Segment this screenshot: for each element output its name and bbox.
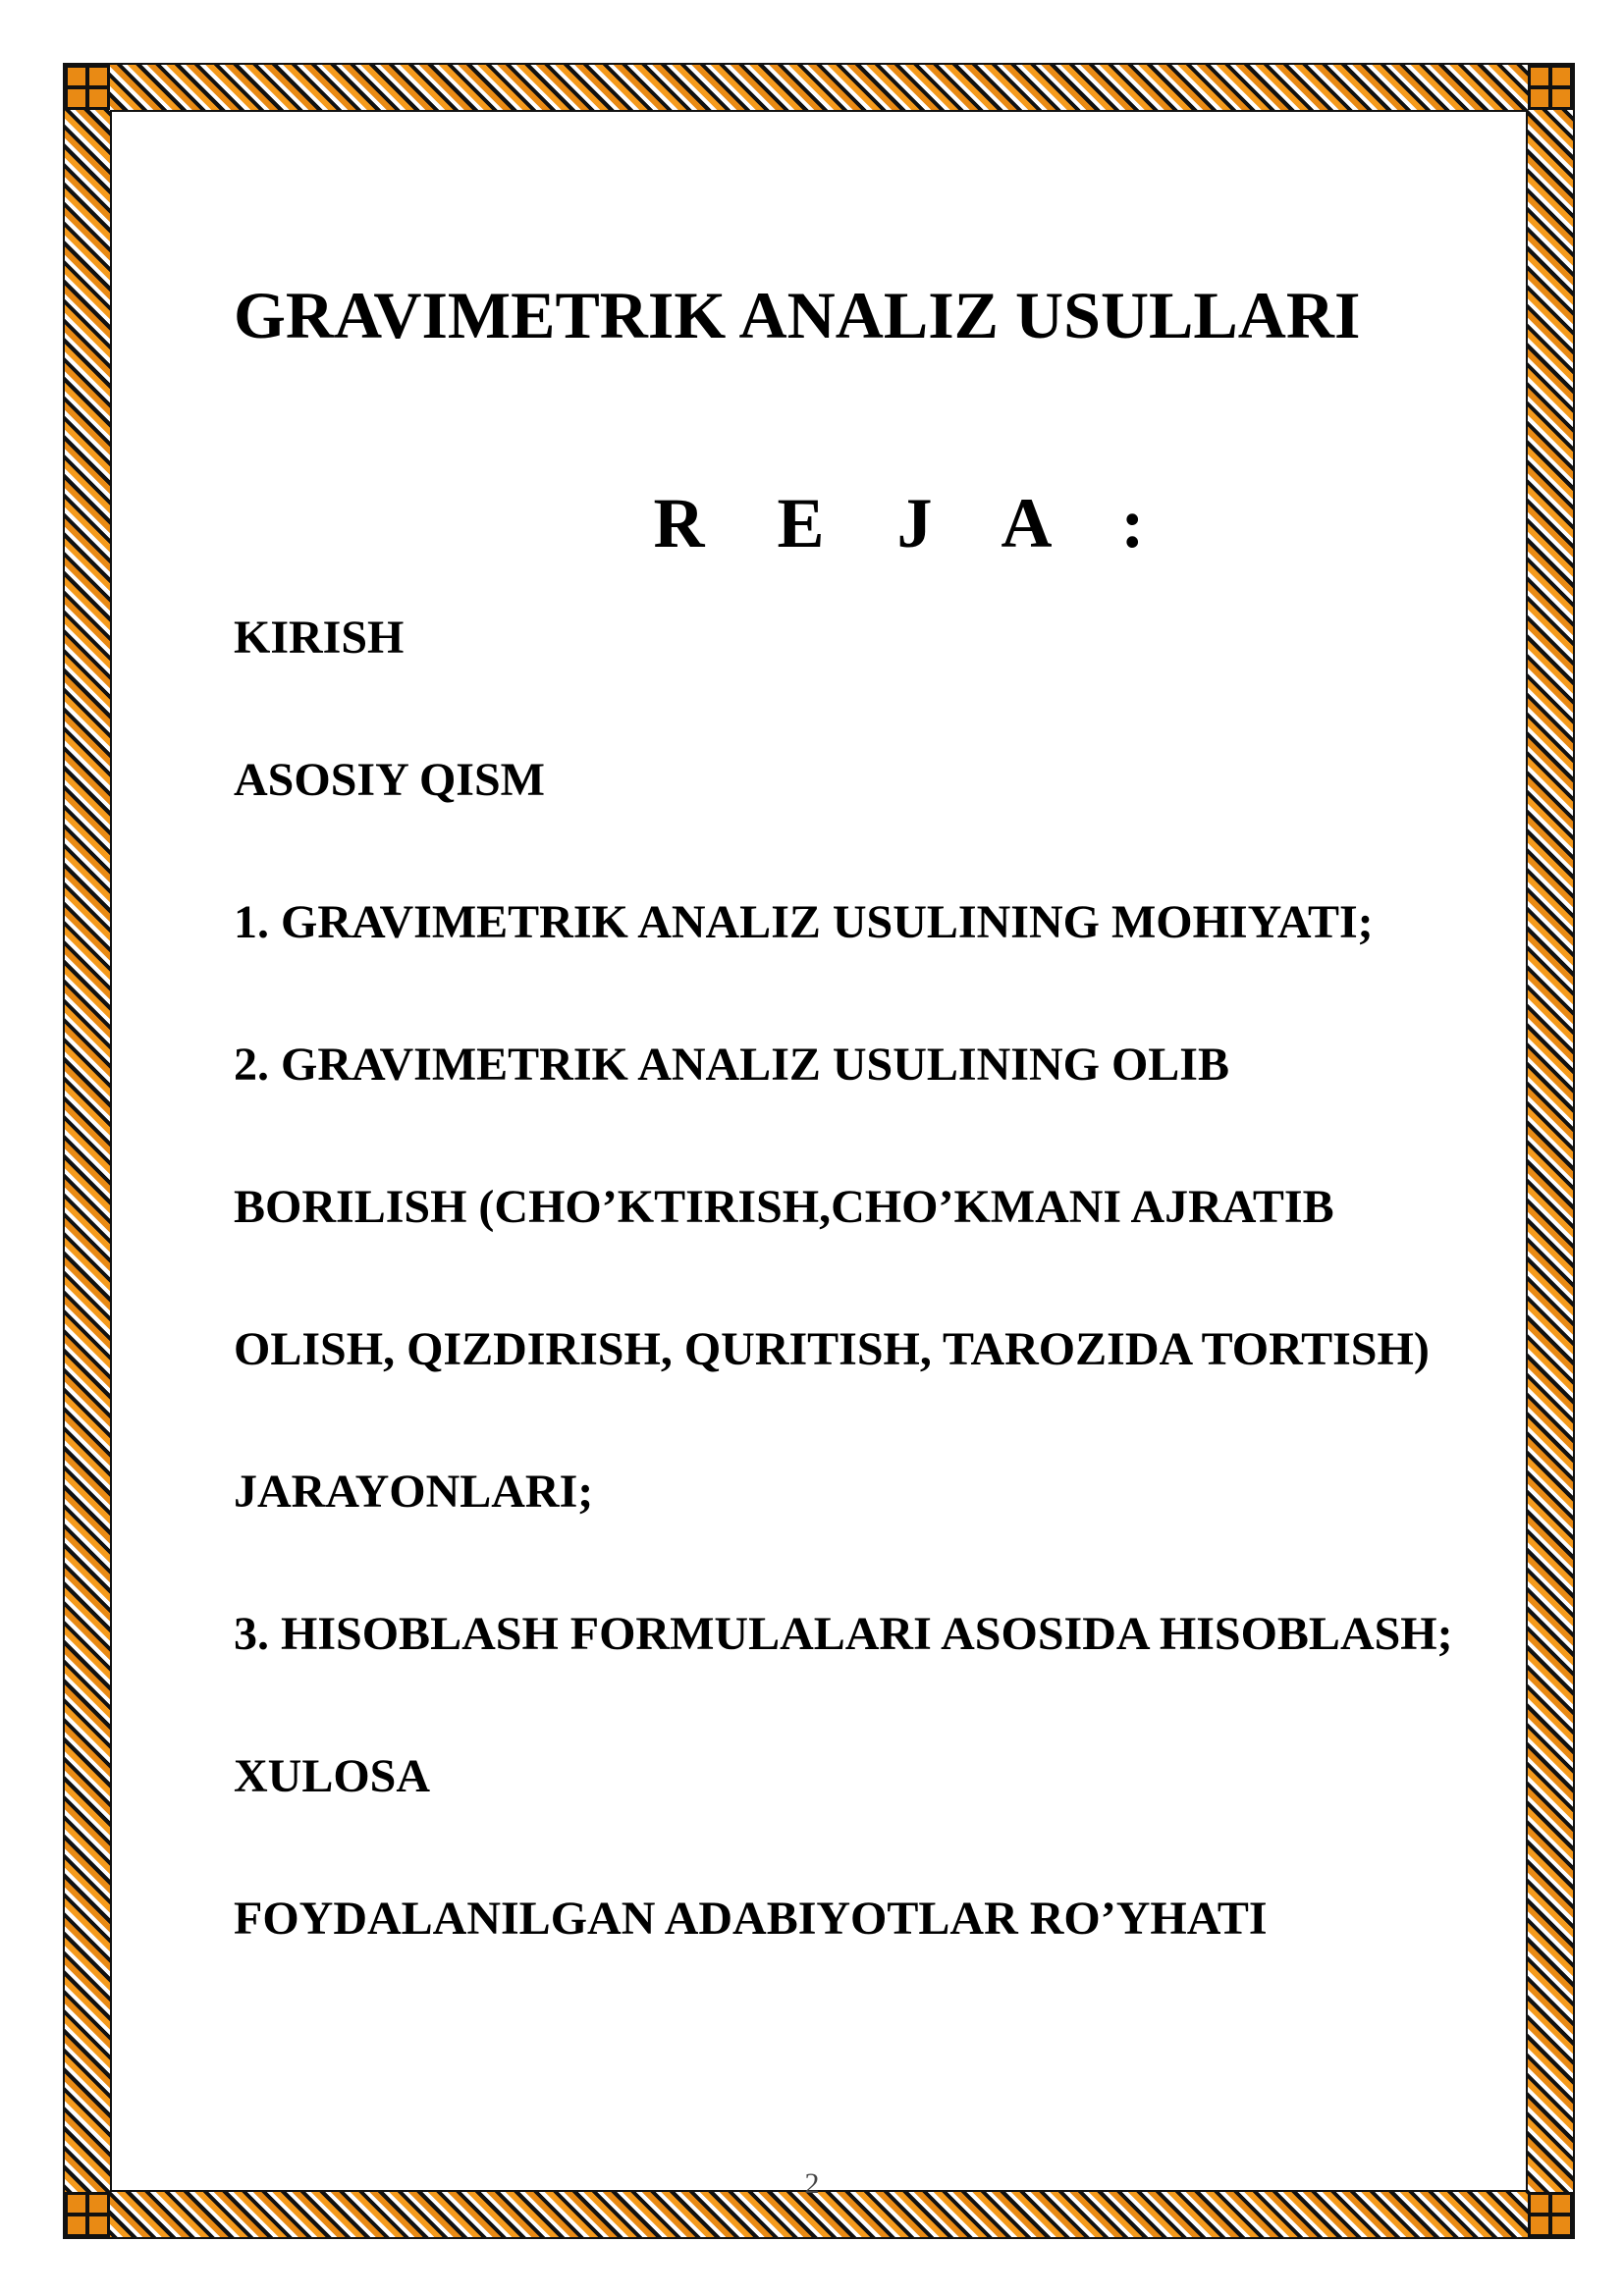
plan-item-introduction: KIRISH	[234, 612, 405, 664]
plan-heading: R E J A :	[653, 484, 1172, 562]
border-inner-line	[110, 110, 1528, 2192]
plan-item-2: 2. GRAVIMETRIK ANALIZ USULINING OLIB	[234, 1039, 1229, 1091]
plan-item-2-continued: OLISH, QIZDIRISH, QURITISH, TAROZIDA TORTISH)	[234, 1323, 1430, 1375]
plan-item-references: FOYDALANILGAN ADABIYOTLAR RO’YHATI	[234, 1893, 1268, 1945]
corner-knot-icon	[65, 65, 110, 110]
page-number: 2	[804, 2167, 820, 2200]
document-title: GRAVIMETRIK ANALIZ USULLARI	[234, 278, 1361, 352]
corner-knot-icon	[1528, 65, 1573, 110]
plan-item-1: 1. GRAVIMETRIK ANALIZ USULINING MOHIYATI;	[234, 896, 1374, 948]
plan-item-2-continued: BORILISH (CHO’KTIRISH,CHO’KMANI AJRATIB	[234, 1181, 1334, 1233]
plan-item-2-continued: JARAYONLARI;	[234, 1466, 594, 1518]
plan-item-main-part: ASOSIY QISM	[234, 754, 545, 806]
plan-item-3: 3. HISOBLASH FORMULALARI ASOSIDA HISOBLASH;	[234, 1608, 1453, 1660]
plan-item-conclusion: XULOSA	[234, 1750, 431, 1802]
